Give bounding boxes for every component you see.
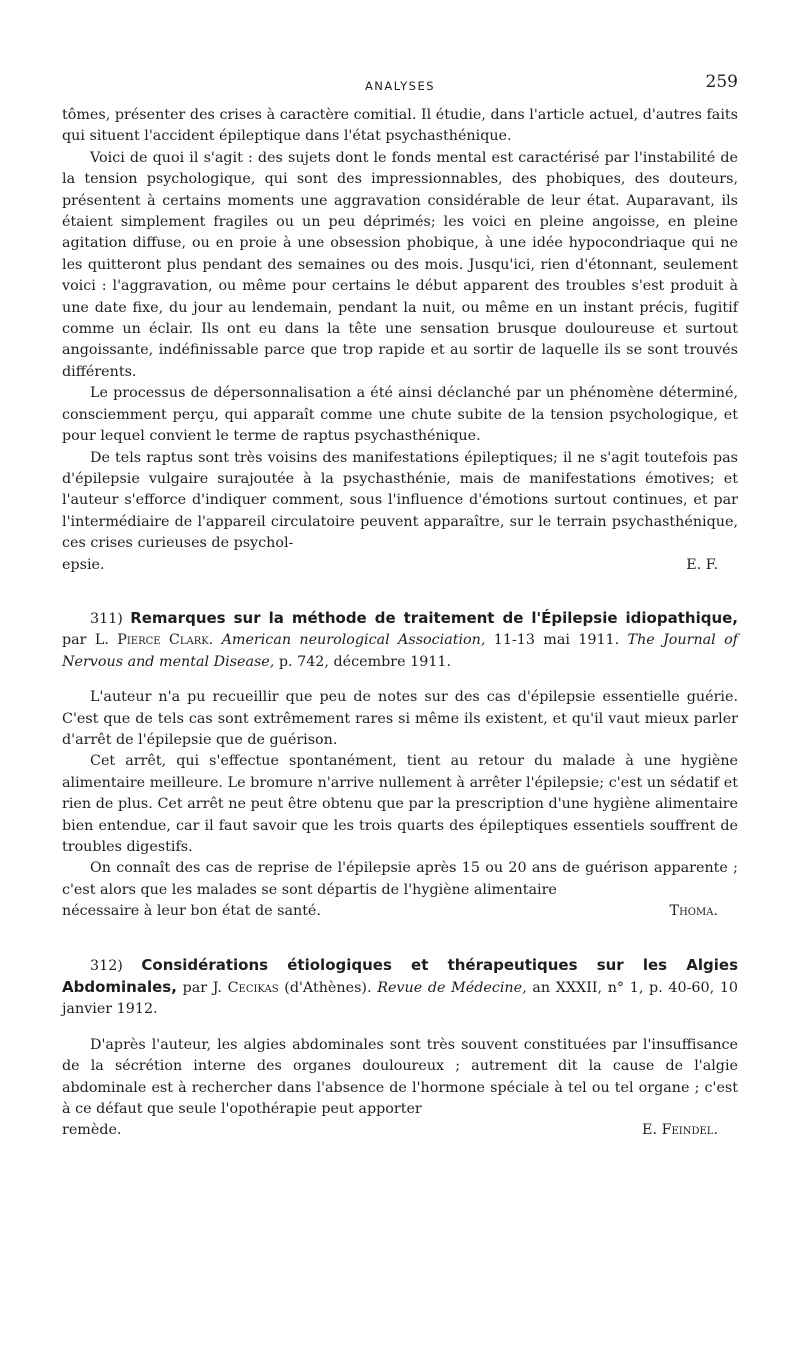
paragraph: On connaît des cas de reprise de l'épilepsie après 15 ou 20 ans de guérison apparente ; c'est alors que les malades se sont départis de l'hygiène alimentaire [62,860,738,898]
spacer [62,923,738,955]
entry-heading-311 [62,608,738,673]
paragraph: Cet arrêt, qui s'effectue spontanément, tient au retour du malade à une hygiène alimentaire meilleure. Le bromure n'arrive nullement à arrêter l'épilepsie; c'est un sédatif et rien de plus. Cet arrêt ne peut être obtenu que par la prescription d'une hygiène alimentaire bien entendue, car il faut savoir que les trois quarts des épileptiques essentiels souffrent de troubles digestifs. [62,753,738,855]
reviewer-signature: E. F. [686,556,718,573]
affiliation: (d'Athènes). [284,980,372,997]
entry-title: Considérations étiologiques et thérapeutiques sur les Algies Abdominales, [62,955,739,997]
source: American neurological Association, [221,632,486,649]
paragraph-end: remède. [62,1122,122,1139]
paragraph: tômes, présenter des crises à caractère comitial. Il étudie, dans l'article actuel, d'autres faits qui situent l'accident épileptique dans l'état psychasthénique. [62,107,738,145]
by-word: par [182,980,208,997]
spacer [62,576,738,608]
spacer [62,673,738,687]
date: 11-13 mai 1911. [493,632,620,649]
entry-number: 311) [90,610,123,627]
reference: an XXXII, n° 1, p. 40-60, 10 janvier 1912. [62,980,739,1018]
paragraph-end: nécessaire à leur bon état de santé. [62,903,321,920]
journal: The Journal of Nervous and mental Disease, [62,632,738,670]
paragraph: D'après l'auteur, les algies abdominales sont très souvent constituées par l'insuffisance de la sécrétion interne des organes douloureux ; autrement dit la cause de l'algie abdominale est à rechercher dans l'absence de l'hormone spéciale à tel ou tel organe ; c'est à ce défaut que seule l'opothérapie peut apporter [62,1036,738,1118]
paragraph-end: epsie. [62,556,105,573]
header-title: ANALYSES [364,79,436,93]
journal: Revue de Médecine, [377,980,527,997]
spacer [62,1021,738,1035]
author: L. Pierce Clark. [94,632,214,649]
reference: p. 742, décembre 1911. [278,653,452,670]
entry-number: 312) [90,957,123,974]
signature-line [62,901,738,922]
paragraph: L'auteur n'a pu recueillir que peu de notes sur des cas d'épilepsie essentielle guérie. C'est que de tels cas sont extrêmement rares si même ils existent, et qu'il vaut mieux parler d'arrêt de l'épilepsie que de guérison. [62,689,738,748]
signature-line [62,555,738,576]
signature-line [62,1120,738,1141]
page-number: 259 [705,72,738,92]
reviewer-signature: Thoma. [669,903,718,920]
author: J. Cecikas [212,980,279,997]
reviewer-signature: E. Feindel. [642,1122,718,1139]
by-word: par [62,632,87,649]
paragraph: Voici de quoi il s'agit : des sujets dont le fonds mental est caractérisé par l'instabilité de la tension psychologique, qui sont des impressionnables, des phobiques, des douteurs, présentent à certains moments une aggravation considérable de leur état. Auparavant, ils étaient simplement fragiles ou un peu déprimés; les voici en pleine angoisse, en pleine agitation diffuse, ou en proie à une obsession phobique, à une idée hypocondriaque qui ne les quitteront plus pendant des semaines ou des mois. Jusqu'ici, rien d'étonnant, seulement voici : l'aggravation, ou même pour certains le début apparent des troubles s'est produit à une date fixe, du jour au lendemain, pendant la nuit, ou même en un instant précis, fugitif comme un éclair. Ils ont eu dans la tête une sensation brusque douloureuse et surtout angoissante, indéfinissable parce que trop rapide et au sortir de laquelle ils se sont trouvés différents. [62,149,738,380]
entry-heading-312 [62,955,738,1021]
paragraph: Le processus de dépersonnalisation a été ainsi déclanché par un phénomène déterminé, consciemment perçu, qui apparaît comme une chute subite de la tension psychologique, et pour lequel convient le terme de raptus psychasthénique. [62,385,738,445]
entry-title: Remarques sur la méthode de traitement de l'Épilepsie idiopathique, [130,608,738,627]
running-header [62,72,738,98]
paragraph: De tels raptus sont très voisins des manifestations épileptiques; il ne s'agit toutefois pas d'épilepsie vulgaire surajoutée à la psychasthénie, mais de manifestations émotives; et l'auteur s'efforce d'indiquer comment, sous l'influence d'émotions surtout continues, et par l'intermédiaire de l'appareil circulatoire peuvent apparaître, sur le terrain psychasthénique, ces crises curieuses de psychol- [62,449,738,552]
page-body [62,105,738,1142]
